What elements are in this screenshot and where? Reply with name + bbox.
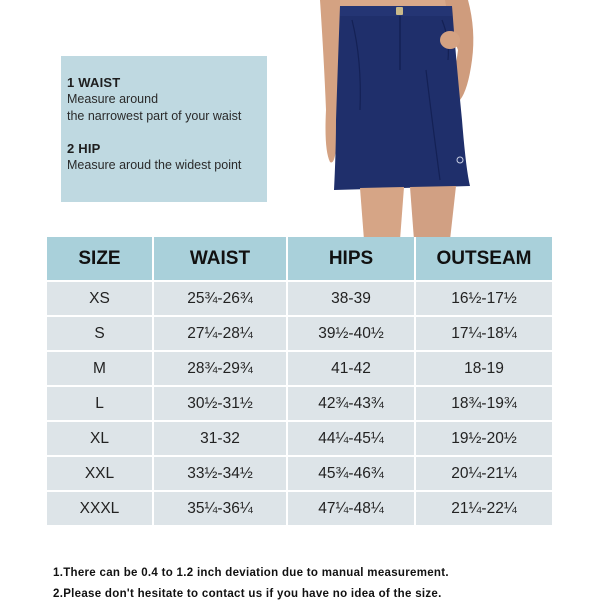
cell-outseam: 18¾-19¾ [415,386,552,421]
cell-waist: 30½-31½ [153,386,287,421]
table-row [47,421,552,456]
cell-hips: 47¼-48¼ [287,491,415,525]
cell-size: L [47,386,153,421]
note-deviation: 1.There can be 0.4 to 1.2 inch deviation due to manual measurement. [53,567,449,579]
cell-outseam: 21¼-22¼ [415,491,552,525]
cell-hips: 45¾-46¾ [287,456,415,491]
header-size: SIZE [47,237,153,281]
size-chart-table [47,237,552,525]
cell-size: XXXL [47,491,153,525]
table-row [47,351,552,386]
note-contact: 2.Please don't hesitate to contact us if you have no idea of the size. [53,588,442,600]
waist-title: 1 WAIST [67,75,121,90]
table-header-row [47,237,552,281]
cell-outseam: 20¼-21¼ [415,456,552,491]
cell-waist: 27¼-28¼ [153,316,287,351]
hip-instruction: Measure aroud the widest point [67,158,242,172]
cell-waist: 31-32 [153,421,287,456]
notes [53,563,593,605]
skirt-button [396,7,403,15]
cell-hips: 44¼-45¼ [287,421,415,456]
product-photo [300,0,500,240]
cell-waist: 33½-34½ [153,456,287,491]
cell-outseam: 19½-20½ [415,421,552,456]
header-hips: HIPS [287,237,415,281]
cell-size: XXL [47,456,153,491]
measurement-guide [61,56,267,202]
waist-instruction-1: Measure around [67,92,159,106]
model-hand [440,31,460,49]
cell-waist: 25¾-26¾ [153,281,287,316]
cell-size: XS [47,281,153,316]
hip-title: 2 HIP [67,141,101,156]
cell-size: S [47,316,153,351]
table-row [47,281,552,316]
table-row [47,491,552,525]
cell-size: XL [47,421,153,456]
waist-instruction-2: the narrowest part of your waist [67,108,242,123]
table-row [47,456,552,491]
table-row [47,316,552,351]
model-right-leg [410,186,456,240]
cell-hips: 38-39 [287,281,415,316]
cell-waist: 28¾-29¾ [153,351,287,386]
cell-hips: 42¾-43¾ [287,386,415,421]
cell-outseam: 17¼-18¼ [415,316,552,351]
model-left-leg [360,187,404,240]
cell-outseam: 18-19 [415,351,552,386]
cell-waist: 35¼-36¼ [153,491,287,525]
cell-size: M [47,351,153,386]
header-outseam: OUTSEAM [415,237,552,281]
cell-hips: 41-42 [287,351,415,386]
table-row [47,386,552,421]
cell-hips: 39½-40½ [287,316,415,351]
cell-outseam: 16½-17½ [415,281,552,316]
header-waist: WAIST [153,237,287,281]
